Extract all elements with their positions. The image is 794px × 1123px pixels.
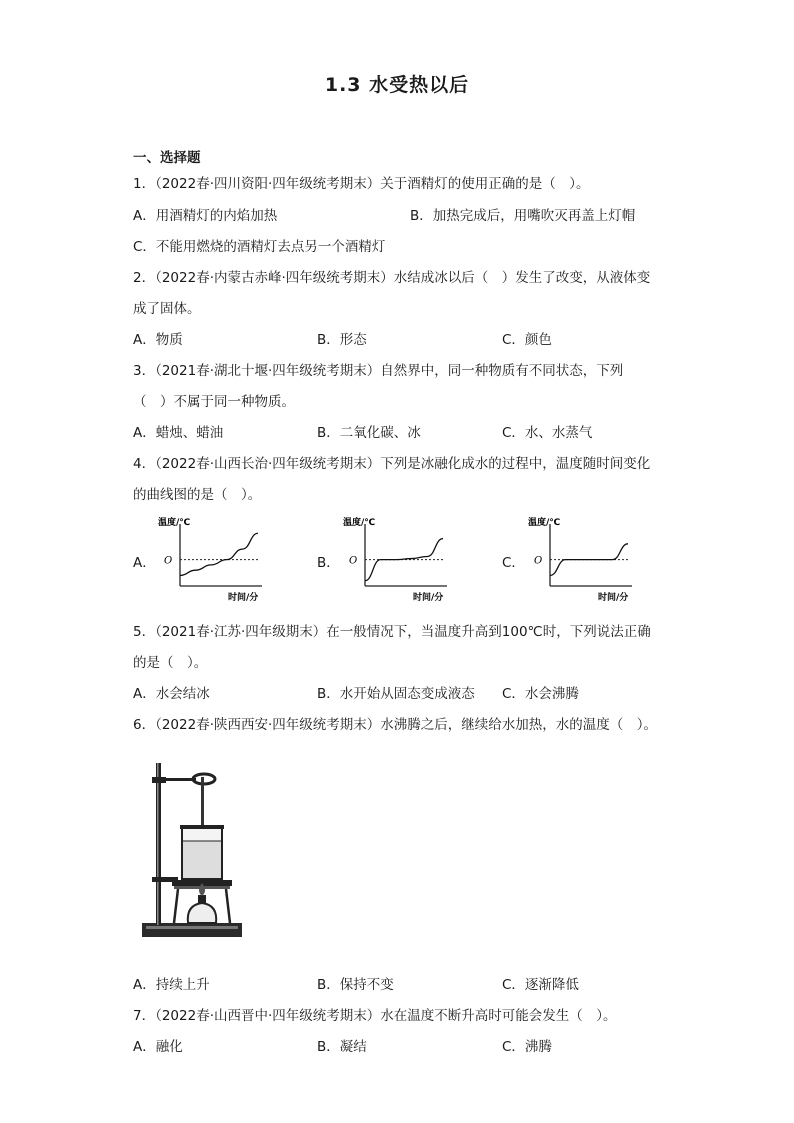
origin-label: O (534, 555, 543, 567)
q5-option-c[interactable]: C．水会沸腾 (502, 686, 579, 702)
q7-option-a[interactable]: A．融化 (133, 1039, 183, 1055)
q6-option-a[interactable]: A．持续上升 (133, 977, 210, 993)
question-7-stem: 7．（2022春·山西晋中·四年级统考期末）水在温度不断升高时可能会发生（ ）。 (133, 1008, 617, 1024)
origin-label: O (349, 555, 358, 567)
x-axis-label: 时间/分 (598, 593, 629, 603)
section-heading: 一、选择题 (133, 150, 201, 166)
q6-option-c[interactable]: C．逐渐降低 (502, 977, 579, 993)
q4-option-c[interactable]: C． (502, 555, 525, 571)
q7-option-b[interactable]: B．凝结 (317, 1039, 367, 1055)
temperature-curve (180, 533, 258, 575)
y-axis-label: 温度/℃ (528, 518, 561, 528)
temperature-curve (550, 544, 628, 576)
q3-option-b[interactable]: B．二氧化碳、冰 (317, 425, 421, 441)
q5-option-b[interactable]: B．水开始从固态变成液态 (317, 686, 475, 702)
q4-option-b[interactable]: B． (317, 555, 340, 571)
q2-option-a[interactable]: A．物质 (133, 332, 183, 348)
heating-apparatus-illustration (140, 755, 245, 945)
q3-option-c[interactable]: C．水、水蒸气 (502, 425, 593, 441)
q2-option-b[interactable]: B．形态 (317, 332, 367, 348)
x-axis-label: 时间/分 (413, 593, 444, 603)
temperature-curve (365, 539, 443, 581)
q1-option-c[interactable]: C．不能用燃烧的酒精灯去点另一个酒精灯 (133, 239, 386, 255)
question-5-stem-line1: 5．（2021春·江苏·四年级期末）在一般情况下，当温度升高到100℃时，下列说法正确 (133, 624, 651, 640)
question-4-stem-line1: 4．（2022春·山西长治·四年级统考期末）下列是冰融化成水的过程中，温度随时间变化 (133, 456, 651, 472)
y-axis-label: 温度/℃ (343, 518, 376, 528)
question-4-stem-line2: 的曲线图的是（ ）。 (133, 487, 262, 503)
page-title: 1.3 水受热以后 (324, 74, 470, 96)
question-2-stem-line2: 成了固体。 (133, 301, 201, 317)
graph-a (150, 514, 270, 604)
question-5-stem-line2: 的是（ ）。 (133, 655, 208, 671)
origin-label: O (164, 555, 173, 567)
q7-option-c[interactable]: C．沸腾 (502, 1039, 552, 1055)
q1-option-a[interactable]: A．用酒精灯的内焰加热 (133, 208, 278, 224)
question-3-stem-line2: （ ）不属于同一种物质。 (133, 394, 295, 410)
question-1-stem: 1．（2022春·四川资阳·四年级统考期末）关于酒精灯的使用正确的是（ ）。 (133, 176, 590, 192)
question-3-stem-line1: 3．（2021春·湖北十堰·四年级统考期末）自然界中，同一种物质有不同状态，下列 (133, 363, 624, 379)
x-axis-label: 时间/分 (228, 593, 259, 603)
y-axis-label: 温度/℃ (158, 518, 191, 528)
graph-b (335, 514, 455, 604)
q3-option-a[interactable]: A．蜡烛、蜡油 (133, 425, 224, 441)
graph-c (520, 514, 640, 604)
question-6-stem: 6．（2022春·陕西西安·四年级统考期末）水沸腾之后，继续给水加热，水的温度（ ）。 (133, 717, 658, 733)
q1-option-b[interactable]: B．加热完成后，用嘴吹灭再盖上灯帽 (410, 208, 636, 224)
question-2-stem-line1: 2．（2022春·内蒙古赤峰·四年级统考期末）水结成冰以后（ ）发生了改变，从液体变 (133, 270, 651, 286)
q4-option-a[interactable]: A． (133, 555, 156, 571)
q6-option-b[interactable]: B．保持不变 (317, 977, 394, 993)
q5-option-a[interactable]: A．水会结冰 (133, 686, 210, 702)
q2-option-c[interactable]: C．颜色 (502, 332, 552, 348)
